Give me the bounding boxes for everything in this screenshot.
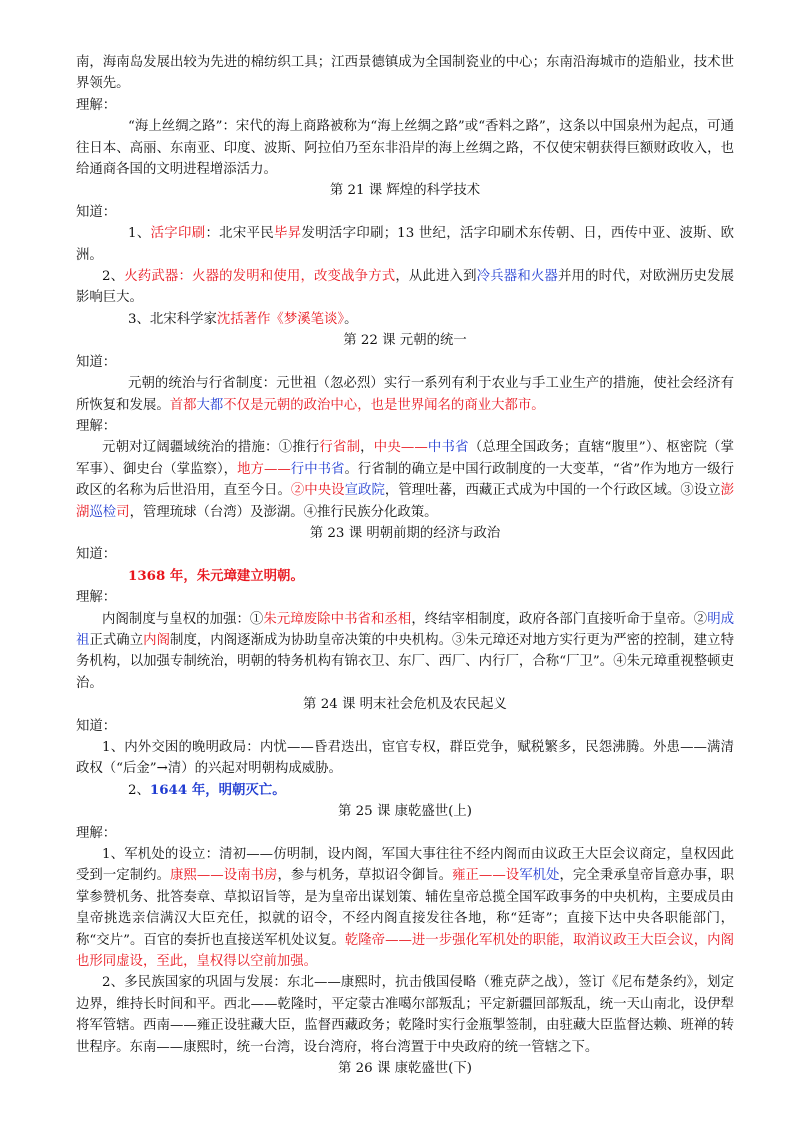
paragraph <box>76 609 734 695</box>
highlight-red-text: 司 <box>116 504 130 520</box>
lesson-heading <box>76 801 734 822</box>
section-label <box>76 416 734 437</box>
highlight-red-text: 乾隆帝——进一步强化军机处的职能，取消议政王大臣会议，内阁也形同虚设，至此，皇权得以空前加强。 <box>76 932 734 970</box>
highlight-blue-text: 1644 年，明朝灭亡。 <box>149 781 286 798</box>
text-run: 第 24 课 明末社会危机及农民起义 <box>303 697 507 713</box>
highlight-blue-text: 明成祖 <box>76 611 735 648</box>
text-run: 知道： <box>76 547 117 563</box>
text-run: 2、 <box>102 269 125 285</box>
paragraph <box>76 780 734 801</box>
highlight-red-text: 内阁 <box>143 632 171 648</box>
section-label <box>76 352 734 373</box>
highlight-red-text: 活字印刷 <box>150 226 206 242</box>
section-label <box>76 716 734 737</box>
highlight-red-text: 首都 <box>169 397 197 413</box>
highlight-red-text: 朱元璋废除中书省和丞相 <box>263 611 412 627</box>
highlight-red-text: ②中央设 <box>290 483 345 499</box>
text-run: 。行省制的确立是中国行政制度的一大变革，“省”作为地方一级行政区的名称为后世沿用，直至今日。 <box>76 461 735 499</box>
highlight-red-text: 沈括著作《梦溪笔谈》 <box>216 311 345 327</box>
text-run: ，管理吐蕃，西藏正式成为中国的一个行政区域。③设立 <box>384 483 721 499</box>
section-label <box>76 544 734 565</box>
highlight-red-text: 澎湖 <box>76 483 735 520</box>
text-run: 2、多民族国家的巩固与发展：东北——康熙时，抗击俄国侵略（雅克萨之战），签订《尼布楚条约》，划定边界，维持长时间和平。西北——乾隆时，平定蒙古准噶尔部叛乱；平定新疆回部叛乱，统一天山南北，设伊犁将军管辖。西南——雍正设驻藏大臣，监督西藏政务；乾隆时实行金瓶掣签制，由驻藏大臣监督达赖、班禅的转世程序。东南——康熙时，统一台湾，设台湾府，将台湾置于中央政府的统一管辖之下。 <box>76 975 734 1055</box>
section-label <box>76 95 734 116</box>
text-run: 2、 <box>128 782 150 798</box>
text-run: 第 22 课 元朝的统一 <box>343 333 467 349</box>
section-label <box>76 202 734 223</box>
paragraph <box>76 266 734 309</box>
text-run: ，完全秉承皇帝旨意办事，职掌参赞机务、批答奏章、草拟诏旨等，是为皇帝出谋划策、辅佐皇帝总揽全国军政事务的中央机构，主要成员由皇帝挑选亲信满汉大臣充任，拟就的诏令，不经内阁直接发往各地，称“廷寄”；直接下达中央各职能部门，称“交片”。百官的奏折也直接送军机处议复。 <box>76 868 735 948</box>
text-run: ，终结宰相制度，政府各部门直接听命于皇帝。② <box>411 611 708 627</box>
paragraph <box>76 737 734 780</box>
text-run: 理解： <box>76 590 117 606</box>
text-run: 并用的时代，对欧洲历史发展影响巨大。 <box>76 269 735 306</box>
paragraph <box>76 373 734 416</box>
text-run: 第 21 课 辉煌的科学技术 <box>329 183 481 199</box>
paragraph <box>76 309 734 330</box>
paragraph <box>76 844 734 972</box>
highlight-blue-text: 军机处 <box>519 868 560 884</box>
text-run: ，参与机务，草拟诏令御旨。 <box>277 868 453 884</box>
highlight-red-text: 地方—— <box>237 461 291 477</box>
highlight-red-text: 毕昇 <box>274 226 302 242</box>
highlight-blue-text: 中书省 <box>427 440 469 456</box>
text-run: 第 26 课 康乾盛世(下) <box>338 1061 472 1077</box>
text-run: 第 23 课 明朝前期的经济与政治 <box>309 525 501 541</box>
text-run: 。 <box>344 311 358 327</box>
text-run: 元朝的统治与行省制度：元世祖（忽必烈）实行一系列有利于农业与手工业生产的措施，使社会经济有所恢复和发展。 <box>76 376 734 413</box>
paragraph <box>76 116 734 180</box>
text-run: “海上丝绸之路”：宋代的海上商路被称为“海上丝绸之路”或“香料之路”，这条以中国泉州为起点，可通往日本、高丽、东南亚、印度、波斯、阿拉伯乃至东非沿岸的海上丝绸之路，不仅使宋朝获得巨额财政收入，也给通商各国的文明进程增添活力。 <box>76 119 734 178</box>
text-run: 1、 <box>128 226 151 242</box>
text-run: 内阁制度与皇权的加强：① <box>102 611 264 627</box>
highlight-blue-text: 大都 <box>196 397 224 413</box>
paragraph <box>76 223 734 266</box>
text-run: 1、军机处的设立：清初——仿明制，设内阁，军国大事往往不经内阁而由议政王大臣会议商定，皇权因此受到一定制约。 <box>76 847 734 884</box>
highlight-red-text: 不仅是元朝的政治中心，也是世界闻名的商业大都市。 <box>223 397 545 413</box>
lesson-heading <box>76 330 734 351</box>
text-run: 制度，内阁逐渐成为协助皇帝决策的中央机构。③朱元璋还对地方实行更为严密的控制，建立特务机构，以加强专制统治，明朝的特务机构有锦衣卫、东厂、西厂、内行厂，合称“厂卫”。④朱元璋重视整顿吏治。 <box>76 632 735 691</box>
lesson-heading <box>76 1058 734 1079</box>
text-run: 理解： <box>76 825 117 841</box>
text-run: 理解： <box>76 97 117 113</box>
text-run: ， <box>360 440 374 456</box>
highlight-red-text: 康熙——设南书房 <box>170 868 278 884</box>
text-run: 发明活字印刷；13 世纪，活字印刷术东传朝、日，西传中亚、波斯、欧洲。 <box>76 226 735 263</box>
text-run: ：北宋平民 <box>205 226 275 242</box>
paragraph <box>76 566 734 587</box>
text-run: ，从此进入到 <box>395 269 477 285</box>
highlight-blue-text: 宣政院 <box>344 483 385 499</box>
highlight-red-text: 行省制 <box>319 440 361 456</box>
text-run: 1、内外交困的晚明政局：内忧——昏君迭出，宦官专权，群臣党争，赋税繁多，民怨沸腾。外患——满清政权（“后金”→清）的兴起对明朝构成威胁。 <box>76 740 734 777</box>
highlight-red-text: 1368 年，朱元璋建立明朝。 <box>128 567 304 584</box>
text-run: 知道： <box>76 718 117 734</box>
text-run: （总理全国政务；直辖“腹里”）、枢密院（掌军事）、御史台（掌监察）， <box>76 440 735 477</box>
text-run: 第 25 课 康乾盛世(上) <box>338 804 472 820</box>
text-run: 知道： <box>76 204 117 220</box>
text-run: 元朝对辽阔疆域统治的措施：①推行 <box>102 440 320 456</box>
text-run: 知道： <box>76 354 117 370</box>
text-run: 正式确立 <box>89 632 144 648</box>
section-label <box>76 823 734 844</box>
lesson-heading <box>76 523 734 544</box>
text-run: 理解： <box>76 418 117 434</box>
highlight-red-text: 火药武器：火器的发明和使用，改变战争方式 <box>124 269 396 285</box>
lesson-heading <box>76 694 734 715</box>
highlight-red-text: 中央—— <box>373 440 428 456</box>
text-run: 南，海南岛发展出较为先进的棉纺织工具；江西景德镇成为全国制瓷业的中心；东南沿海城市的造船业，技术世界领先。 <box>76 55 734 92</box>
lesson-heading <box>76 180 734 201</box>
text-run: 3、北宋科学家 <box>128 311 217 327</box>
highlight-blue-text: 冷兵器和火器 <box>476 269 558 285</box>
paragraph <box>76 52 734 95</box>
section-label <box>76 587 734 608</box>
paragraph <box>76 972 734 1058</box>
highlight-blue-text: 行中书省 <box>290 461 345 477</box>
paragraph <box>76 437 734 523</box>
highlight-blue-text: 巡检 <box>89 504 117 520</box>
text-run: ，管理琉球（台湾）及澎湖。④推行民族分化政策。 <box>129 504 438 520</box>
highlight-red-text: 雍正——设 <box>452 868 520 884</box>
